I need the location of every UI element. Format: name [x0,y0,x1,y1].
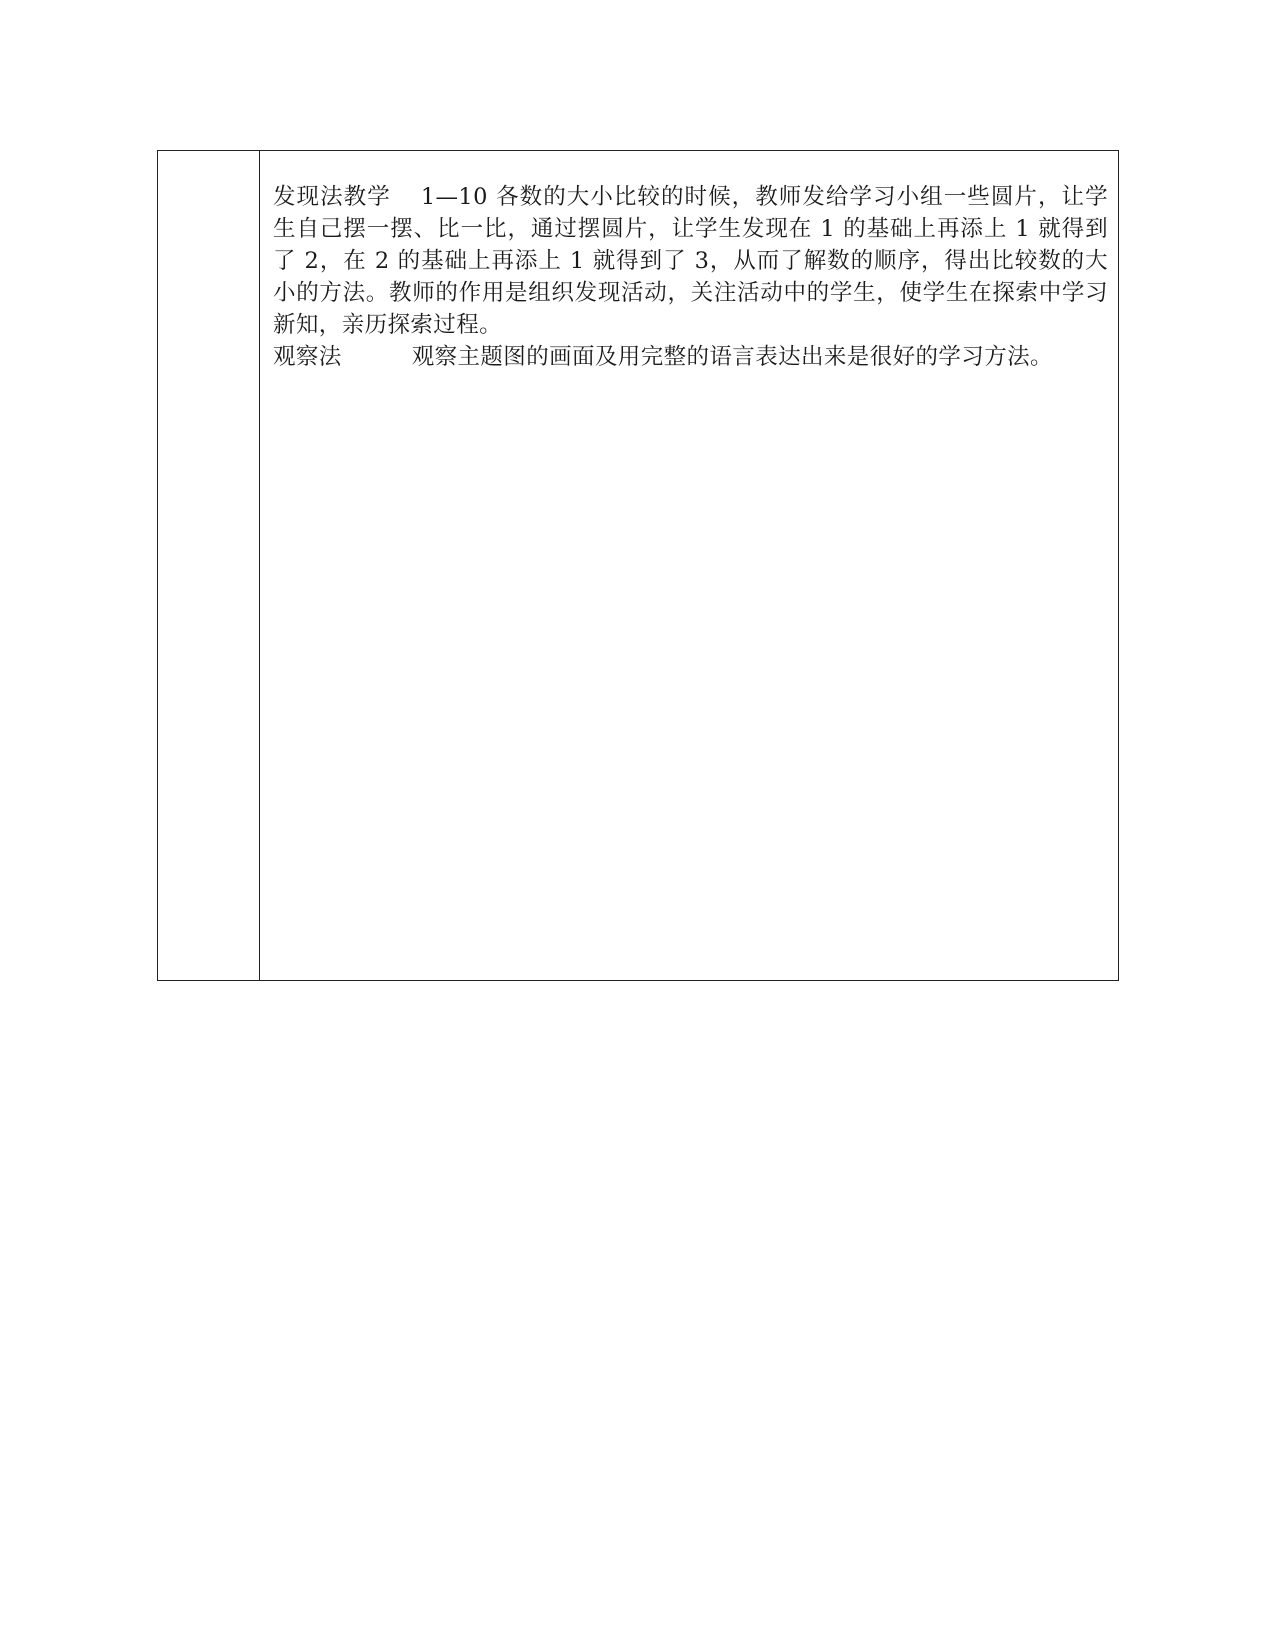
observation-method-term: 观察法 [273,344,342,370]
observation-method-text: 观察主题图的画面及用完整的语言表达出来是很好的学习方法。 [411,344,1053,370]
method-table [157,150,1119,981]
table-content-cell [260,151,1118,980]
table-left-cell [158,151,260,980]
discovery-method-term: 发现法教学 [273,184,391,210]
discovery-method-paragraph [273,181,1108,341]
discovery-method-text: 1—10 各数的大小比较的时候，教师发给学习小组一些圆片，让学生自己摆一摆、比一比，通过摆圆片，让学生发现在 1 的基础上再添上 1 就得到了 2，在 2 的基础上再添上 1 就得到了 3，从而了解数的顺序，得出比较数的大小的方法。教师的作用是组织发现活动，关注活动中的学生，使学生在探索中学习新知，亲历探索过程。 [273,184,1108,338]
observation-method-paragraph [273,341,1108,373]
